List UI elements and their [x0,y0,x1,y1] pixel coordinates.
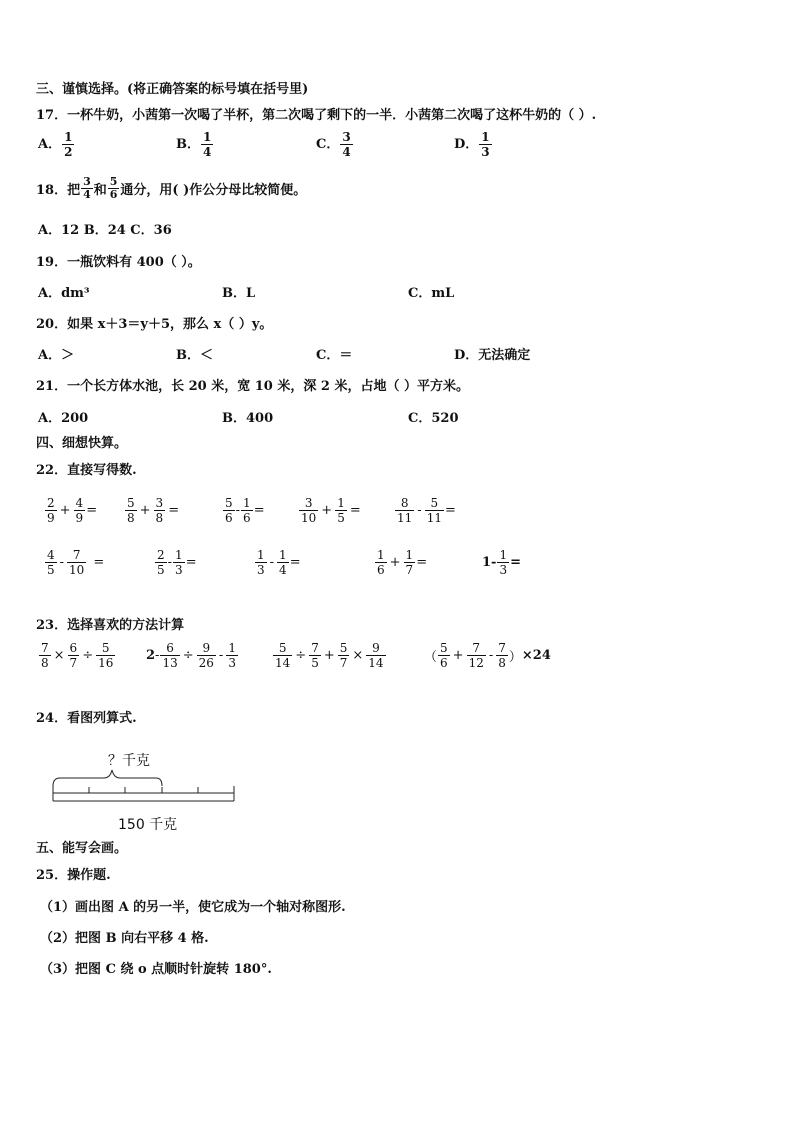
q22-expr-9: $\frac{1}{6}$ + $\frac{1}{7}$ = [377,548,428,577]
diagram-top-label: ？千克 [108,753,150,769]
question-19-text: 19．一瓶饮料有 400（ ）。 [36,255,201,270]
q23-expr-2: 2 - $\frac{6}{13}$ ÷ $\frac{9}{26}$ - $\frac{1}{3}$ [146,641,236,670]
q20-option-b[interactable]: B．＜ [176,348,213,363]
question-23-text: 23．选择喜欢的方法计算 [36,618,185,633]
q23-expr-4: （ $\frac{5}{6}$ + $\frac{7}{12}$ - $\frac{7}{8}$ ） ×24 [424,641,551,670]
q25-item-3: （3）把图 C 绕 o 点顺时针旋转 180°. [40,962,272,977]
q23-expr-3: $\frac{5}{14}$ ÷ $\frac{7}{5}$ + $\frac{5}{7}$ × $\frac{9}{14}$ [275,641,384,670]
segment-diagram [44,766,244,806]
q17-option-b[interactable]: B． $\frac{1}{4}$ [176,130,212,159]
q22-expr-2: $\frac{5}{8}$ + $\frac{3}{8}$ = [127,496,180,525]
section-3-heading: 三、谨慎选择。(将正确答案的标号填在括号里) [36,82,309,97]
question-20-text: 20．如果 x＋3＝y＋5，那么 x（ ）y。 [36,317,273,332]
q22-expr-1: $\frac{2}{9}$ + $\frac{4}{9}$ = [47,496,98,525]
q18-options[interactable]: A．12 B．24 C．36 [38,223,172,238]
q21-option-b[interactable]: B．400 [222,411,274,426]
q22-expr-7: $\frac{2}{5}$ - $\frac{1}{3}$ = [157,548,197,577]
diagram-bottom-label: 150 千克 [118,817,178,833]
section-4-heading: 四、细想快算。 [36,436,128,451]
q22-expr-6: $\frac{4}{5}$ - $\frac{7}{10}$ = [47,548,105,577]
question-18-text: 18．把 $\frac{3}{4}$ 和 $\frac{5}{6}$ 通分，用( )作公分母比较简便。 [36,175,307,201]
q21-option-c[interactable]: C．520 [408,411,459,426]
section-5-heading: 五、能写会画。 [36,841,128,856]
q23-expr-1: $\frac{7}{8}$ × $\frac{6}{7}$ ÷ $\frac{5}{16}$ [41,641,114,670]
q25-item-1: （1）画出图 A 的另一半，使它成为一个轴对称图形. [40,900,346,915]
brace [53,770,162,786]
q21-option-a[interactable]: A．200 [38,411,89,426]
question-21-text: 21．一个长方体水池，长 20 米，宽 10 米，深 2 米，占地（ ）平方米。 [36,379,469,394]
q22-expr-3: $\frac{5}{6}$ - $\frac{1}{6}$ = [225,496,265,525]
q17-option-c[interactable]: C． $\frac{3}{4}$ [316,130,351,159]
question-24-text: 24．看图列算式. [36,711,137,726]
q19-option-c[interactable]: C．mL [408,286,455,301]
question-25-text: 25．操作题. [36,868,111,883]
q22-expr-10: 1 - $\frac{1}{3}$ = [482,548,521,577]
q22-expr-4: $\frac{3}{10}$ + $\frac{1}{5}$ = [301,496,361,525]
question-17-text: 17．一杯牛奶，小茜第一次喝了半杯，第二次喝了剩下的一半．小茜第二次喝了这杯牛奶的（ ）. [36,108,597,123]
q25-item-2: （2）把图 B 向右平移 4 格. [40,931,209,946]
q22-expr-5: $\frac{8}{11}$ - $\frac{5}{11}$ = [397,496,456,525]
question-22-text: 22．直接写得数. [36,463,137,478]
q19-option-a[interactable]: A．dm³ [38,286,90,301]
q20-option-c[interactable]: C．＝ [316,348,353,363]
q20-option-a[interactable]: A．＞ [38,348,75,363]
q22-expr-8: $\frac{1}{3}$ - $\frac{1}{4}$ = [257,548,301,577]
q20-option-d[interactable]: D．无法确定 [454,348,531,363]
q17-option-d[interactable]: D． $\frac{1}{3}$ [454,130,490,159]
q17-option-a[interactable]: A． $\frac{1}{2}$ [38,130,73,159]
q19-option-b[interactable]: B．L [222,286,256,301]
